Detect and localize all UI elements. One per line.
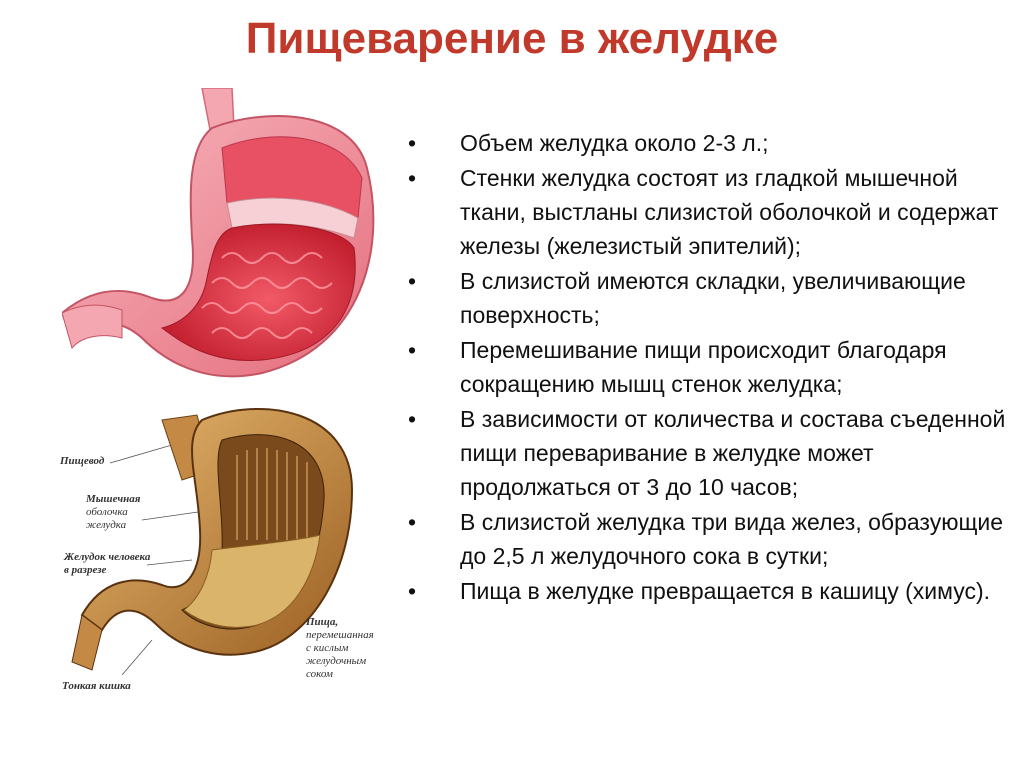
- bullet-marker: •: [408, 130, 417, 156]
- label-food-2: перемешанная: [306, 629, 374, 641]
- list-item: • Пища в желудке превращается в кашицу (химус).: [408, 574, 1008, 608]
- stomach-illustration-pink: [62, 88, 402, 388]
- fact-list: [408, 126, 1008, 609]
- label-muscle-3: желудка: [86, 519, 127, 531]
- list-item: • Стенки желудка состоят из гладкой мышечной ткани, выстланы слизистой оболочкой и содержат железы (железистый эпителий);: [408, 161, 1008, 263]
- label-food-4: желудочным: [306, 655, 367, 667]
- bullet-marker: •: [408, 509, 417, 535]
- label-food-1: Пища,: [306, 616, 339, 628]
- list-item: • В слизистой желудка три вида желез, образующие до 2,5 л желудочного сока в сутки;: [408, 505, 1008, 573]
- list-item: • В зависимости от количества и состава съеденной пищи переваривание в желудке может продолжаться от 3 до 10 часов;: [408, 402, 1008, 504]
- list-item: • Объем желудка около 2-3 л.;: [408, 126, 1008, 160]
- label-muscle-1: Мышечная: [86, 493, 141, 505]
- label-intestine: Тонкая кишка: [62, 680, 131, 692]
- label-food-5: соком: [306, 668, 333, 680]
- list-item: • Перемешивание пищи происходит благодаря сокращению мышц стенок желудка;: [408, 333, 1008, 401]
- page-title: Пищеварение в желудке: [245, 14, 779, 63]
- label-section-1: Желудок человека: [64, 551, 151, 563]
- bullet-marker: •: [408, 268, 417, 294]
- bullet-marker: •: [408, 578, 417, 604]
- label-muscle-2: оболочка: [86, 506, 128, 518]
- label-section-2: в разрезе: [64, 564, 107, 576]
- bullet-marker: •: [408, 406, 417, 432]
- bullet-marker: •: [408, 165, 417, 191]
- label-food-3: с кислым: [306, 642, 349, 654]
- label-esophagus: Пищевод: [60, 455, 105, 467]
- bullet-marker: •: [408, 337, 417, 363]
- list-item: • В слизистой имеются складки, увеличивающие поверхность;: [408, 264, 1008, 332]
